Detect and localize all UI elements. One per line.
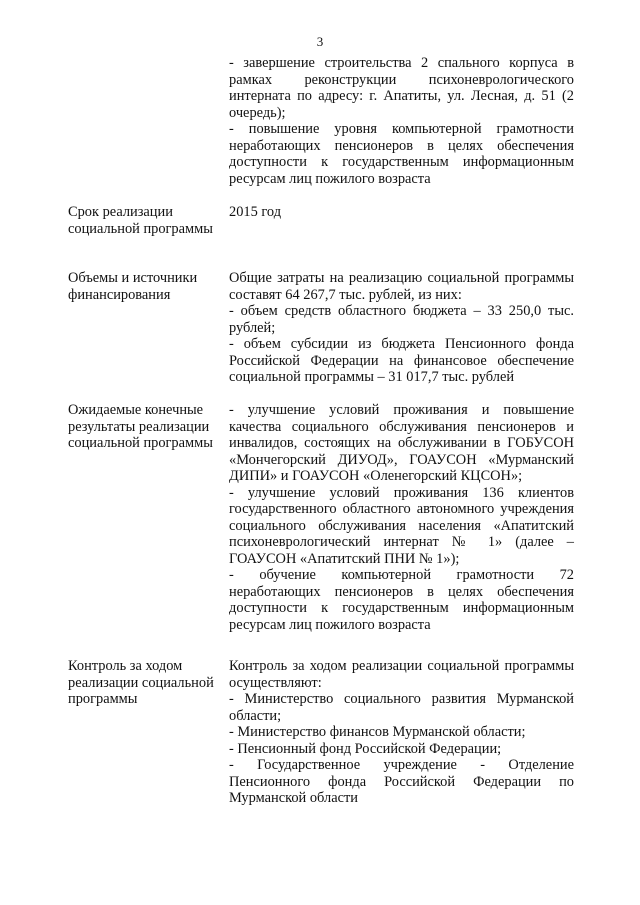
- row-value-item: Общие затраты на реализацию социальной программы составят 64 267,7 тыс. рублей, из них:: [229, 270, 574, 303]
- row-value-item: - объем субсидии из бюджета Пенсионного фонда Российской Федерации на финансовое обеспечение социальной программы – 31 017,7 тыс. рублей: [229, 336, 574, 385]
- row-label-funding: Объемы и источники финансирования: [68, 270, 198, 303]
- row-value-item: - Министерство финансов Мурманской области;: [229, 724, 526, 740]
- continuation-item: - повышение уровня компьютерной грамотности неработающих пенсионеров в целях обеспечения доступности к государственным информационным ресурсам лиц пожилого возраста: [229, 121, 574, 187]
- row-value-item: - объем средств областного бюджета – 33 250,0 тыс. рублей;: [229, 303, 574, 336]
- row-value-results: [229, 402, 574, 633]
- row-value-funding: [229, 270, 574, 386]
- continuation-text: [229, 55, 574, 187]
- row-value-item: 2015 год: [229, 204, 282, 220]
- page-number: 3: [316, 34, 324, 49]
- row-value-item: Контроль за ходом реализации социальной программы осуществляют:: [229, 658, 574, 691]
- row-value-term: [229, 204, 574, 221]
- row-value-item: - Государственное учреждение - Отделение Пенсионного фонда Российской Федерации по Мурманской области: [229, 757, 574, 806]
- row-value-item: - Пенсионный фонд Российской Федерации;: [229, 740, 502, 757]
- row-value-item: - улучшение условий проживания и повышение качества социального обслуживания пенсионеров и инвалидов, состоящих на обслуживании в ГОБУСОН «Мончегорский ДИУОД», ГОАУСОН «Мурманский ДИПИ» и ГОАУСОН «Оленегорский КЦСОН»;: [229, 402, 574, 484]
- row-label-results: Ожидаемые конечные результаты реализации социальной программы: [68, 402, 213, 451]
- row-value-item: - Министерство социального развития Мурманской области;: [229, 691, 574, 724]
- continuation-item: - завершение строительства 2 спального корпуса в рамках реконструкции психоневрологического интерната по адресу: г. Апатиты, ул. Лесная, д. 51 (2 очередь);: [229, 55, 574, 121]
- row-value-control: [229, 658, 574, 807]
- row-value-item: - обучение компьютерной грамотности 72 неработающих пенсионеров в целях обеспечения доступности к государственным информационным ресурсам лиц пожилого возраста: [229, 567, 574, 633]
- row-label-term: Срок реализации социальной программы: [68, 204, 213, 237]
- row-label-control: Контроль за ходом реализации социальной программы: [68, 658, 214, 707]
- row-value-item: - улучшение условий проживания 136 клиентов государственного областного автономного учреждения социального обслуживания населения «Апатитский психоневрологический интернат № 1» (далее – ГОАУСОН «Апатитский ПНИ № 1»);: [229, 484, 574, 567]
